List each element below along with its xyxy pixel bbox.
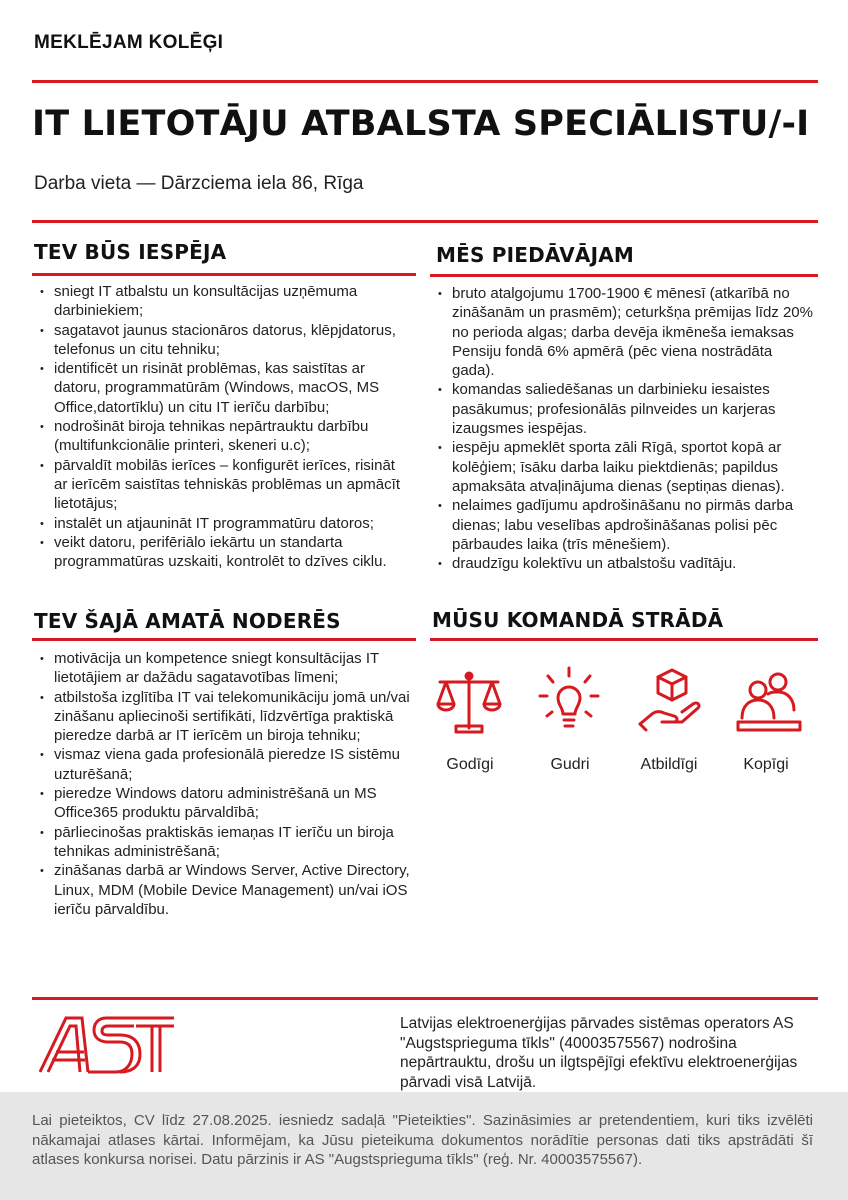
value-label-together: Kopīgi bbox=[743, 756, 789, 773]
section-heading-requirements: TEV ŠAJĀ AMATĀ NODERĒS bbox=[34, 609, 341, 633]
section-heading-opportunity: TEV BŪS IESPĒJA bbox=[34, 240, 227, 264]
value-label-responsible: Atbildīgi bbox=[640, 756, 698, 773]
list-item: • identificēt un risināt problēmas, kas saistītas ar datoru, programmatūrām (Windows, macOS, MS Office,datortīklu) un citu IT ierīču darbību; bbox=[32, 359, 408, 417]
job-location: Darba vieta — Dārzciema iela 86, Rīga bbox=[34, 173, 364, 194]
section-underline bbox=[430, 274, 818, 277]
people-icon bbox=[734, 668, 804, 738]
list-item: • sagatavot jaunus stacionāros datorus, klēpjdatorus, telefonus un citu tehniku; bbox=[32, 321, 408, 360]
list-item: • veikt datoru, perifēriālo iekārtu un standarta programmatūras uzskaiti, kontrolēt to dzīves ciklu. bbox=[32, 533, 408, 572]
section-heading-team: MŪSU KOMANDĀ STRĀDĀ bbox=[432, 608, 724, 632]
list-item: • nodrošināt biroja tehnikas nepārtrauktu darbību (multifunkcionālie printeri, skeneri u.c); bbox=[32, 417, 408, 456]
lightbulb-icon bbox=[534, 666, 604, 736]
list-item: • zināšanas darbā ar Windows Server, Active Directory, Linux, MDM (Mobile Device Management) un/vai iOS ierīču pārvaldību. bbox=[32, 861, 416, 919]
opportunity-list bbox=[32, 282, 408, 571]
section-underline bbox=[32, 638, 416, 641]
list-item: • pieredze Windows datoru administrēšanā un MS Office365 produktu pārvaldībā; bbox=[32, 784, 416, 823]
list-item: • pārliecinošas praktiskās iemaņas IT ierīču un biroja tehnikas administrēšanā; bbox=[32, 823, 416, 862]
list-item: • instalēt un atjaunināt IT programmatūru datoros; bbox=[32, 514, 408, 533]
offer-list bbox=[430, 284, 814, 573]
section-underline bbox=[32, 273, 416, 276]
divider bbox=[32, 997, 818, 1000]
list-item: • sniegt IT atbalstu un konsultācijas uzņēmuma darbiniekiem; bbox=[32, 282, 408, 321]
list-item: • vismaz viena gada profesionālā pieredze IS sistēmu uzturēšanā; bbox=[32, 745, 416, 784]
divider bbox=[32, 80, 818, 83]
value-label-smart: Gudri bbox=[550, 756, 590, 773]
list-item: • iespēju apmeklēt sporta zāli Rīgā, sportot kopā ar kolēģiem; īsāku darba laiku piektdienās; papildus apmaksāta atvaļinājuma dienas (septiņas dienas). bbox=[430, 438, 814, 496]
section-underline bbox=[430, 638, 818, 641]
scales-icon bbox=[434, 668, 504, 738]
ast-logo bbox=[36, 1012, 176, 1076]
company-description: Latvijas elektroenerģijas pārvades sistēmas operators AS "Augstsprieguma tīkls" (40003575567) nodrošina nepārtrauktu, drošu un ilgtspējīgi efektīvu elektroenerģijas pārvadi visā Latvijā. bbox=[400, 1015, 798, 1091]
page-kicker: MEKLĒJAM KOLĒĢI bbox=[34, 32, 224, 53]
list-item: • bruto atalgojumu 1700-1900 € mēnesī (atkarībā no zināšanām un prasmēm); ceturkšņa prēmijas līdz 20% no perioda algas; darba devēja ikmēneša iemaksas Pensiju fondā 6% apmērā (pēc viena nostrādāta gada). bbox=[430, 284, 814, 380]
list-item: • draudzīgu kolektīvu un atbalstošu vadītāju. bbox=[430, 554, 814, 573]
application-note: Lai pieteiktos, CV līdz 27.08.2025. iesniedz sadaļā "Pieteikties". Sazināsimies ar pretendentiem, kuri tiks izvēlēti nākamajai atlases kārtai. Informējam, ka Jūsu pieteikuma dokumentos norādītie personas dati tiks apstrādāti šī atlases konkursa norisei. Datu pārzinis ir AS "Augstsprieguma tīkls" (reģ. Nr. 40003575567). bbox=[32, 1112, 813, 1168]
list-item: • atbilstoša izglītība IT vai telekomunikāciju jomā un/vai zināšanu apliecinoši sertifikāti, līdzvērtīga praktiskā pieredze darbā ar IT ierīcēm un biroja tehniku; bbox=[32, 688, 416, 746]
page-title: IT LIETOTĀJU ATBALSTA SPECIĀLISTU/-I bbox=[32, 104, 810, 144]
value-label-honest: Godīgi bbox=[446, 756, 494, 773]
section-heading-offer: MĒS PIEDĀVĀJAM bbox=[436, 243, 634, 267]
list-item: • nelaimes gadījumu apdrošināšanu no pirmās darba dienas; labu veselības apdrošināšanas polisi pēc pārbaudes laika (trīs mēnešiem). bbox=[430, 496, 814, 554]
list-item: • komandas saliedēšanas un darbinieku iesaistes pasākumus; profesionālās pilnveides un karjeras izaugsmes iespējas. bbox=[430, 380, 814, 438]
list-item: • pārvaldīt mobilās ierīces – konfigurēt ierīces, risināt ar ierīcēm saistītas tehniskās problēmas un apmācīt lietotājus; bbox=[32, 456, 408, 514]
list-item: • motivācija un kompetence sniegt konsultācijas IT lietotājiem ar dažādu sagatavotības līmeni; bbox=[32, 649, 416, 688]
divider bbox=[32, 220, 818, 223]
hand-cube-icon bbox=[636, 666, 706, 736]
requirements-list bbox=[32, 649, 416, 919]
